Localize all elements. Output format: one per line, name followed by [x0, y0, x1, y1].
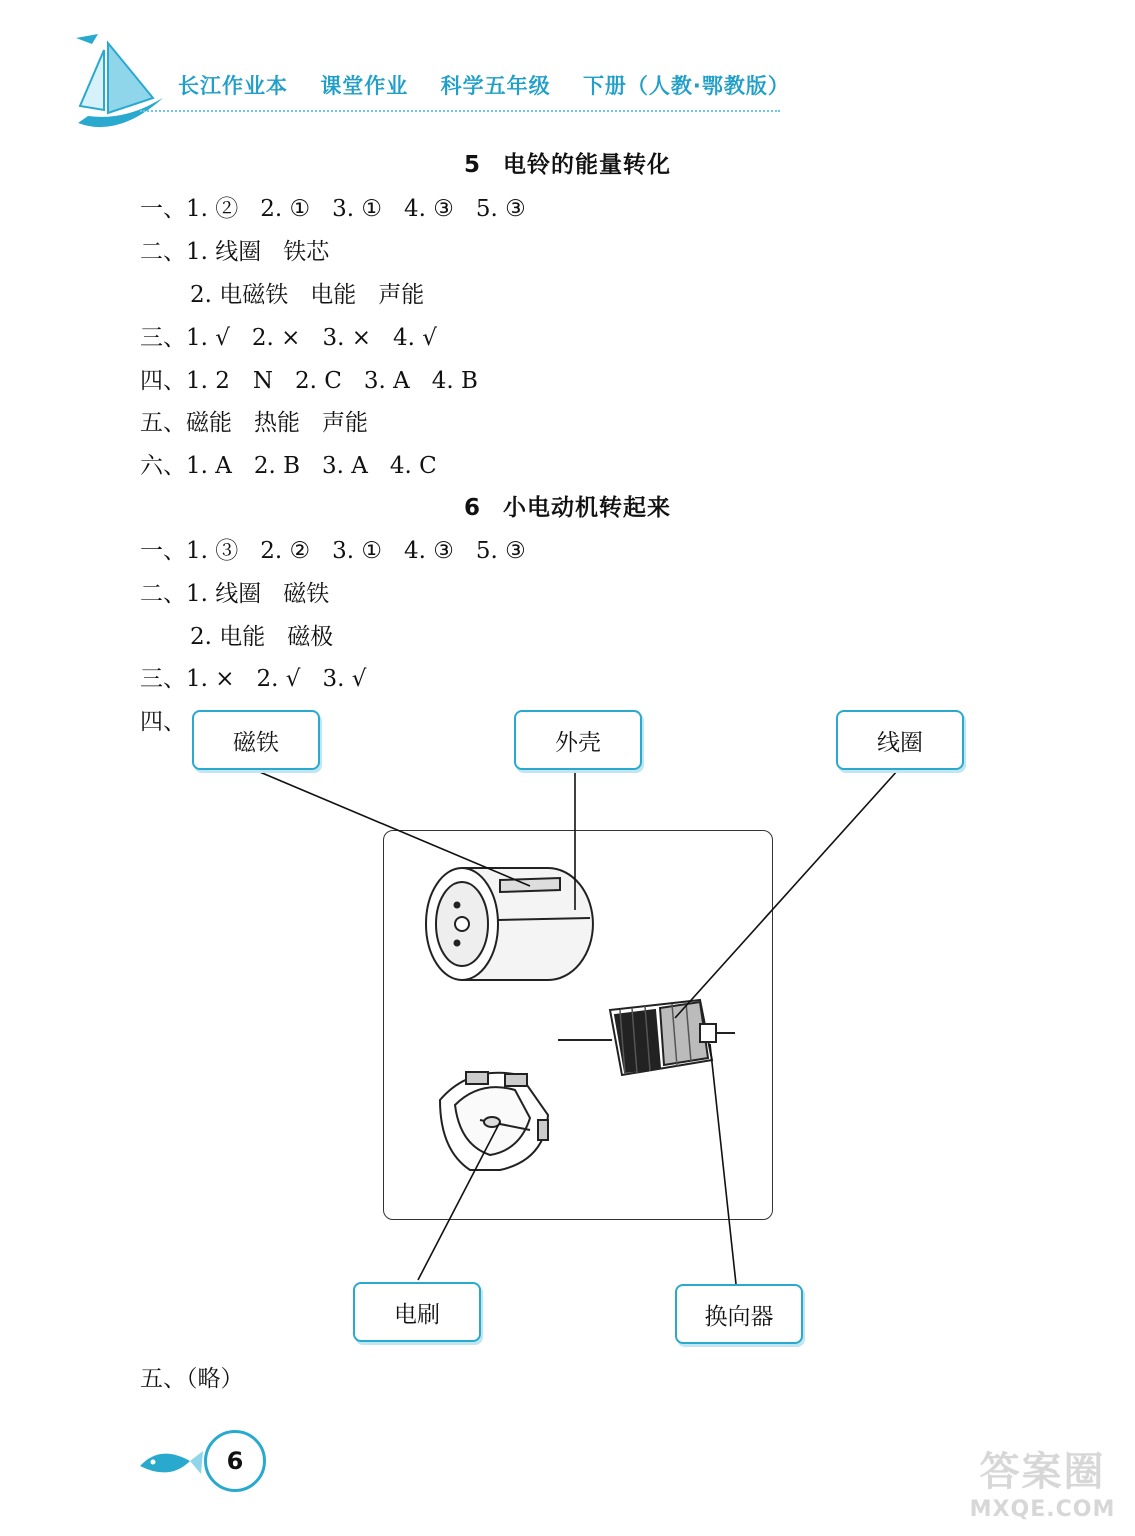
lesson6-answer-line-1 — [140, 532, 526, 565]
lesson5-answer-line-7 — [140, 447, 437, 480]
answer-item: 3. ① — [332, 538, 383, 564]
answer-item: 二、1. 线圈 — [140, 581, 262, 607]
answer-item: 2. ② — [260, 538, 311, 564]
answer-item: 3. A — [363, 368, 410, 394]
header-title — [178, 70, 814, 100]
watermark — [955, 1440, 1130, 1530]
answer-item: 一、1. ③ — [140, 538, 239, 564]
answer-item: 2. C — [295, 368, 342, 394]
watermark-top: 答案圈 — [979, 1449, 1106, 1495]
answer-item: 4. ③ — [404, 196, 454, 222]
lesson5-answer-line-4 — [140, 319, 437, 352]
fish-decoration-icon — [135, 1436, 205, 1486]
lesson5-number: 5 — [463, 152, 481, 178]
lesson5-answer-line-2 — [140, 233, 329, 266]
lesson5-answer-line-5 — [140, 362, 478, 395]
lesson6-answer-line-2 — [140, 575, 329, 608]
lesson6-number: 6 — [463, 495, 481, 521]
answer-item: 声能 — [322, 410, 368, 436]
answer-item: 3. A — [322, 453, 368, 479]
answer-item: 热能 — [254, 410, 300, 436]
answer-item: 4. √ — [392, 325, 437, 351]
header-series: 课堂作业 — [320, 74, 409, 98]
lesson6-title-text: 小电动机转起来 — [503, 495, 671, 521]
header-divider — [140, 110, 780, 112]
answer-item: 2. √ — [256, 666, 301, 692]
answer-item: 五、磁能 — [140, 410, 232, 436]
answer-item: 3. × — [322, 325, 371, 351]
answer-item: 2. ① — [260, 196, 311, 222]
header-book: 长江作业本 — [178, 74, 288, 98]
sailboat-logo-icon — [68, 28, 168, 133]
answer-item: 二、1. 线圈 — [140, 239, 262, 265]
answer-item: 2. 电能 — [190, 624, 266, 650]
lesson6-title — [0, 489, 1135, 522]
answer-item: 2. × — [251, 325, 301, 351]
answer-item: 四、1. 2 N — [140, 368, 274, 394]
answer-item: 5. ③ — [475, 196, 526, 222]
watermark-bottom: MXQE.COM — [969, 1497, 1116, 1522]
answer-item: 3. √ — [322, 666, 367, 692]
answer-item: 2. B — [253, 453, 301, 479]
lesson5-answer-line-3 — [190, 276, 424, 309]
answer-item: 三、1. √ — [140, 325, 230, 351]
lesson5-answer-line-1 — [140, 190, 526, 223]
label-casing: 外壳 — [514, 710, 642, 770]
page-number: 6 — [204, 1430, 266, 1492]
answer-item: 4. B — [431, 368, 478, 394]
answer-item: 4. C — [389, 453, 437, 479]
answer-item: 一、1. ② — [140, 196, 239, 222]
header-edition: 下册（人教·鄂教版） — [582, 74, 790, 98]
answer-item: 电能 — [310, 282, 357, 308]
answer-item: 三、1. × — [140, 666, 235, 692]
answer-item: 声能 — [378, 282, 425, 308]
answer-item: 磁铁 — [283, 581, 330, 607]
answer-item: 5. ③ — [475, 538, 526, 564]
lesson5-title — [0, 146, 1135, 179]
label-coil: 线圈 — [836, 710, 964, 770]
answer-item: 磁极 — [287, 624, 334, 650]
answer-item: 2. 电磁铁 — [190, 282, 289, 308]
page-header — [0, 0, 1135, 140]
lesson6-answer-line-3 — [190, 618, 333, 651]
answer-item: 铁芯 — [283, 239, 330, 265]
lesson6-q5: 五、（略） — [140, 1366, 244, 1392]
answer-item: 4. ③ — [404, 538, 454, 564]
answer-item: 六、1. A — [140, 453, 232, 479]
answer-item: 3. ① — [332, 196, 383, 222]
label-magnet: 磁铁 — [192, 710, 320, 770]
lesson5-answer-line-6 — [140, 404, 368, 437]
label-brush: 电刷 — [353, 1282, 481, 1342]
lesson5-title-text: 电铃的能量转化 — [503, 152, 671, 178]
header-subject: 科学五年级 — [440, 74, 551, 98]
lesson6-answer-line-4 — [140, 660, 366, 693]
label-commutator: 换向器 — [675, 1284, 803, 1344]
lesson6-q4-prefix: 四、 — [140, 709, 186, 735]
motor-diagram-frame — [383, 830, 773, 1220]
